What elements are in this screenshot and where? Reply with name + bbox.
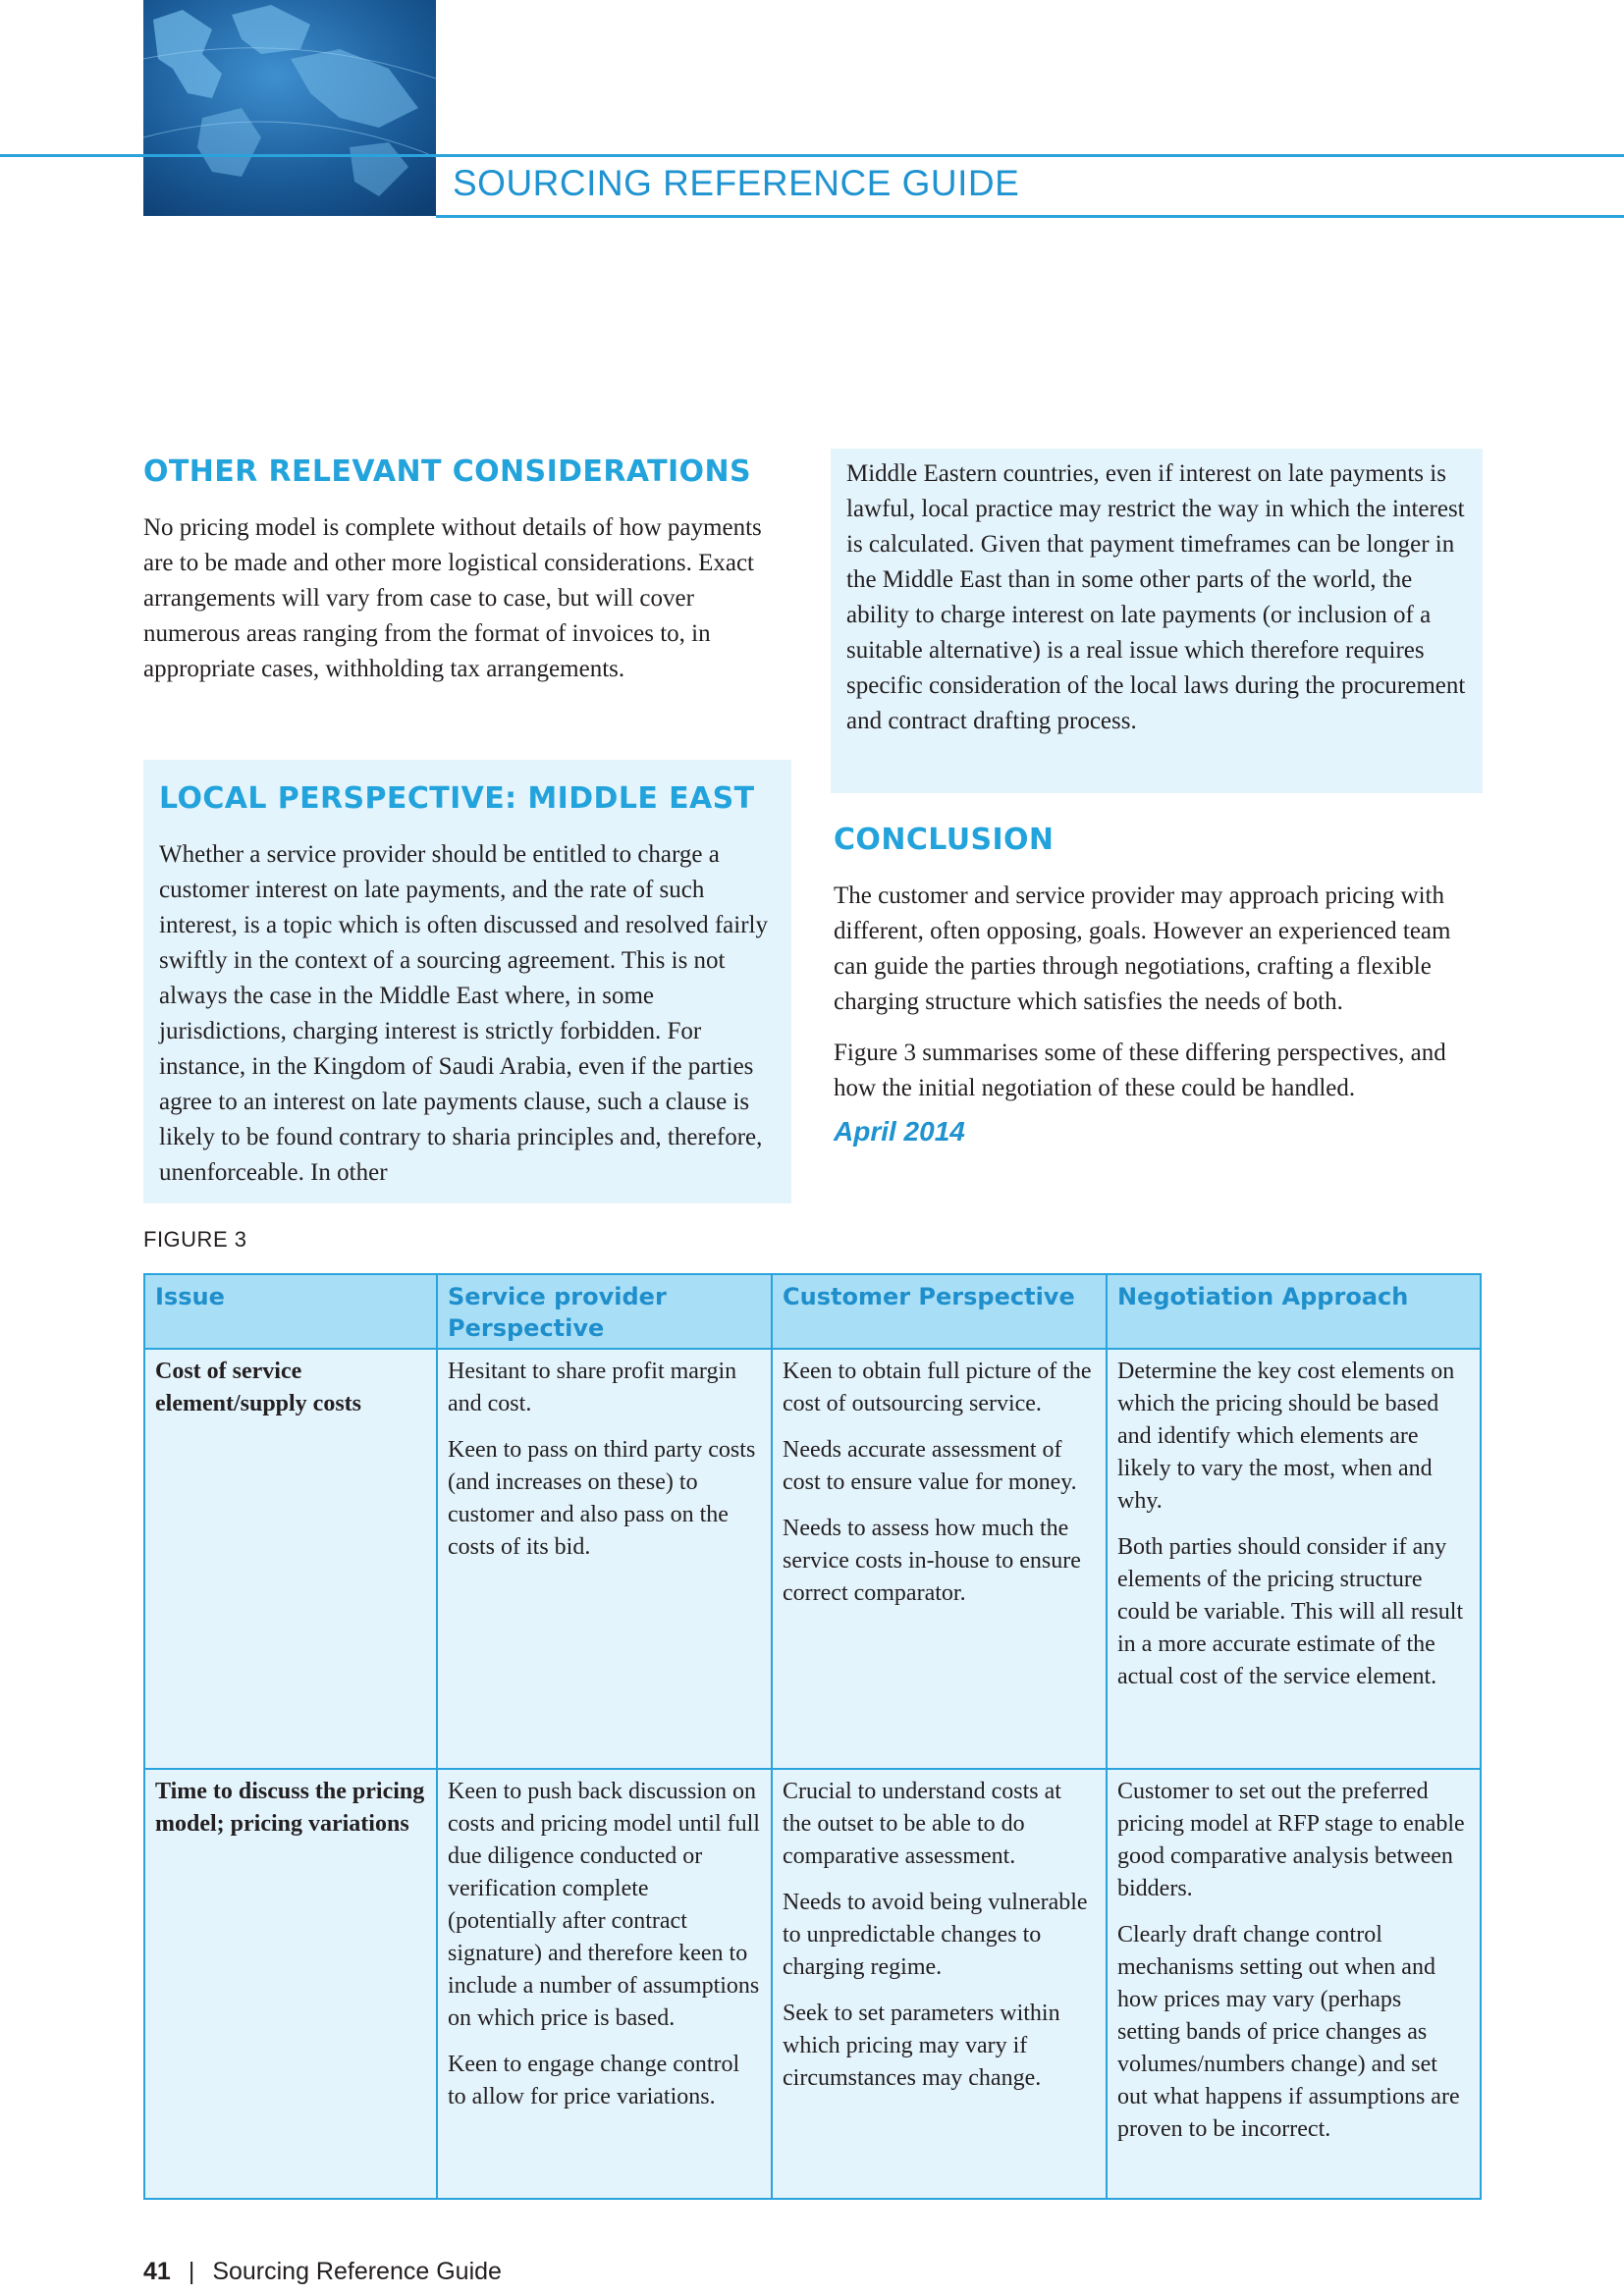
conclusion-paragraph-1: The customer and service provider may approach pricing with different, often opposing, goals. However an experienced team can guide the parties through negotiations, crafting a flexible charging structure which satisfies the needs of both. xyxy=(834,882,1451,1015)
heading-other-considerations: OTHER RELEVANT CONSIDERATIONS xyxy=(143,454,751,489)
cell-paragraph: Keen to obtain full picture of the cost of outsourcing service. xyxy=(783,1359,1092,1416)
globe-map-icon xyxy=(143,0,436,216)
cell-paragraph: Keen to pass on third party costs (and increases on these) to customer and also pass on the costs of its bid. xyxy=(448,1437,756,1560)
header-rule-bottom xyxy=(436,215,1624,218)
heading-local-perspective: LOCAL PERSPECTIVE: MIDDLE EAST xyxy=(159,781,755,816)
publication-date: April 2014 xyxy=(834,1116,965,1147)
table-header-provider: Service provider Perspective xyxy=(437,1274,772,1349)
cell-paragraph: Determine the key cost elements on which the pricing should be based and identify which elements are likely to vary the most, when and why. xyxy=(1117,1359,1455,1514)
page-footer xyxy=(143,2258,502,2286)
cell-paragraph: Keen to push back discussion on costs and pricing model until full due diligence conducted or verification complete (potentially after contract signature) and therefore keen to include a number of assumptions on which price is based. xyxy=(448,1779,760,2031)
table-header-customer: Customer Perspective xyxy=(772,1274,1107,1349)
page-number: 41 xyxy=(143,2258,171,2285)
table-header-negotiation: Negotiation Approach xyxy=(1107,1274,1481,1349)
table-row xyxy=(144,1349,1481,1769)
cell-paragraph: Clearly draft change control mechanisms setting out when and how prices may vary (perhaps setting bands of price changes as volumes/numbers change) and set out what happens if assumptions are proven to be incorrect. xyxy=(1117,1922,1460,2142)
local-perspective-box xyxy=(143,760,791,1203)
figure-3-table xyxy=(143,1273,1482,2200)
local-perspective-continued-box xyxy=(831,449,1483,793)
section-conclusion xyxy=(834,823,1482,1148)
table-header-row xyxy=(144,1274,1481,1349)
table-cell-provider xyxy=(437,1349,772,1769)
cell-paragraph: Needs to avoid being vulnerable to unpredictable changes to charging regime. xyxy=(783,1890,1088,1980)
cell-paragraph: Needs to assess how much the service costs in-house to ensure correct comparator. xyxy=(783,1516,1081,1606)
table-header-issue: Issue xyxy=(144,1274,437,1349)
other-considerations-text: No pricing model is complete without details of how payments are to be made and other more logistical considerations. Exact arrangements will vary from case to case, but will cover numerous areas ranging from the format of invoices to, in appropriate cases, withholding tax arrangements. xyxy=(143,514,762,682)
table-cell-issue: Time to discuss the pricing model; pricing variations xyxy=(144,1769,437,2199)
cell-paragraph: Customer to set out the preferred pricing model at RFP stage to enable good comparative analysis between bidders. xyxy=(1117,1779,1465,1901)
table-cell-issue: Cost of service element/supply costs xyxy=(144,1349,437,1769)
table-cell-customer xyxy=(772,1349,1107,1769)
figure-label: FIGURE 3 xyxy=(143,1227,247,1252)
cell-paragraph: Keen to engage change control to allow for price variations. xyxy=(448,2052,740,2109)
cell-paragraph: Needs accurate assessment of cost to ensure value for money. xyxy=(783,1437,1077,1495)
local-perspective-continued-text: Middle Eastern countries, even if interest on late payments is lawful, local practice may restrict the way in which the interest is calculated. Given that payment timeframes can be longer in the Middle East than in some other parts of the world, the ability to charge interest on late payments (or inclusion of a suitable alternative) is a real issue which therefore requires specific consideration of the local laws during the procurement and contract drafting process. xyxy=(846,460,1466,734)
table-cell-customer xyxy=(772,1769,1107,2199)
conclusion-paragraph-2: Figure 3 summarises some of these differing perspectives, and how the initial negotiation of these could be handled. xyxy=(834,1040,1446,1101)
cell-paragraph: Seek to set parameters within which pricing may vary if circumstances may change. xyxy=(783,2001,1060,2091)
table-cell-negotiation xyxy=(1107,1769,1481,2199)
cell-paragraph: Crucial to understand costs at the outset to be able to do comparative assessment. xyxy=(783,1779,1061,1869)
cell-paragraph: Both parties should consider if any elements of the pricing structure could be variable. This will all result in a more accurate estimate of the actual cost of the service element. xyxy=(1117,1534,1464,1689)
section-other-considerations xyxy=(143,454,791,687)
table-row xyxy=(144,1769,1481,2199)
footer-title: Sourcing Reference Guide xyxy=(212,2258,502,2285)
cell-paragraph: Hesitant to share profit margin and cost. xyxy=(448,1359,737,1416)
table-cell-provider xyxy=(437,1769,772,2199)
local-perspective-text: Whether a service provider should be entitled to charge a customer interest on late payments, and the rate of such interest, is a topic which is often discussed and resolved fairly swiftly in the context of a sourcing agreement. This is not always the case in the Middle East where, in some jurisdictions, charging interest is strictly forbidden. For instance, in the Kingdom of Saudi Arabia, even if the parties agree to an interest on late payments clause, such a clause is likely to be found contrary to sharia principles and, therefore, unenforceable. In other xyxy=(159,841,768,1186)
header-title: SOURCING REFERENCE GUIDE xyxy=(453,163,1020,203)
footer-separator: | xyxy=(188,2258,195,2285)
table-cell-negotiation xyxy=(1107,1349,1481,1769)
header-rule-top xyxy=(0,154,1624,157)
heading-conclusion: CONCLUSION xyxy=(834,823,1055,857)
header-globe-image xyxy=(143,0,436,216)
